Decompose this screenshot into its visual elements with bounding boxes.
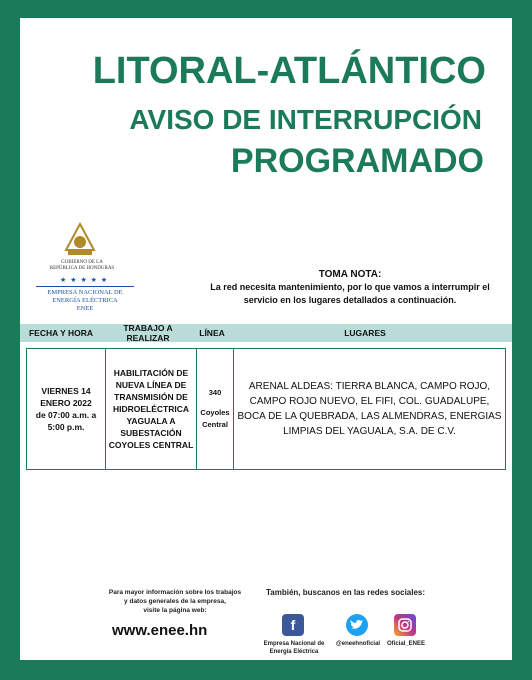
date-line: ENERO 2022 (40, 398, 92, 408)
info-line: visite la página web: (143, 607, 207, 614)
date-line: de 07:00 a.m. a (35, 410, 97, 420)
cell-line (197, 349, 234, 469)
info-line: Para mayor información sobre los trabajos (108, 589, 242, 596)
notice-line1: La red necesita mantenimiento, por lo que vamos a interrumpir el (210, 282, 490, 292)
cell-date (27, 349, 106, 469)
date-line: 5:00 p.m. (47, 422, 85, 432)
work-line: NUEVA LÍNEA DE (115, 380, 187, 390)
company-line1: EMPRESA NACIONAL DE (47, 289, 123, 296)
facebook-icon[interactable]: f (282, 614, 304, 636)
notice-heading: TOMA NOTA: (318, 269, 382, 280)
work-line: TRANSMISIÓN DE (114, 392, 188, 402)
line-name: Coyoles (200, 408, 230, 417)
places-line: BOCA DE LA QUEBRADA, LAS ALMENDRAS, ENERGIAS (237, 411, 502, 422)
work-line: COYOLES CENTRAL (108, 440, 194, 450)
places-line: LIMPIAS DEL YAGUALA, S.A. DE C.V. (283, 426, 456, 437)
title-region: LITORAL-ATLÁNTICO (92, 50, 486, 92)
col-fecha: FECHA Y HORA (28, 328, 94, 338)
twitter-label: @eneehnoficial (335, 641, 381, 647)
info-line: y datos generales de la empresa, (124, 598, 226, 605)
work-line: HABILITACIÓN DE (113, 368, 189, 378)
honduras-seal-icon (60, 222, 100, 258)
camera-icon (398, 618, 412, 632)
facebook-label (254, 640, 334, 656)
table-header (20, 324, 512, 342)
work-line: YAGUALA A (126, 416, 176, 426)
places-line: ARENAL ALDEAS: TIERRA BLANCA, CAMPO ROJO, (248, 381, 491, 392)
footer (20, 578, 512, 658)
instagram-icon[interactable] (394, 614, 416, 636)
col-lugares: LUGARES (344, 328, 386, 338)
col-linea: LÍNEA (199, 328, 225, 338)
places-line: CAMPO ROJO NUEVO, EL FIFI, COL. GUADALUPE, (249, 396, 490, 407)
work-line: SUBESTACIÓN (120, 428, 182, 438)
cell-work (106, 349, 197, 469)
title-notice: AVISO DE INTERRUPCIÓN (129, 104, 482, 135)
social-title: También, buscanos en las redes sociales: (266, 588, 426, 597)
website-link[interactable]: www.enee.hn (112, 622, 208, 639)
facebook-line: Energía Eléctrica (269, 649, 319, 655)
stars: ★ ★ ★ ★ ★ (60, 277, 109, 284)
table-row (26, 348, 506, 470)
notice-line2: servicio en los lugares detallados a continuación. (243, 295, 457, 305)
cell-places (234, 349, 505, 469)
work-line: HIDROELÉCTRICA (112, 404, 190, 414)
bird-icon (350, 619, 364, 631)
line-name: Central (202, 420, 228, 429)
gov-line1: GOBIERNO DE LA (61, 260, 103, 265)
date-line: VIERNES 14 (41, 386, 91, 396)
title-scheduled: PROGRAMADO (230, 142, 484, 180)
col-trabajo: TRABAJO A REALIZAR (123, 323, 173, 343)
notice-text (200, 268, 500, 307)
company-abbr: ENEE (76, 305, 94, 312)
enee-logo (30, 218, 140, 338)
company-line2: ENERGÍA ELÉCTRICA (52, 297, 118, 304)
facebook-line: Empresa Nacional de (263, 641, 325, 647)
gov-line2: REPÚBLICA DE HONDURAS (49, 266, 115, 271)
notice-sheet (20, 18, 512, 660)
instagram-label: Oficial_ENEE (386, 641, 425, 647)
line-number: 340 (208, 388, 222, 397)
twitter-icon[interactable] (346, 614, 368, 636)
footer-info (100, 588, 250, 615)
